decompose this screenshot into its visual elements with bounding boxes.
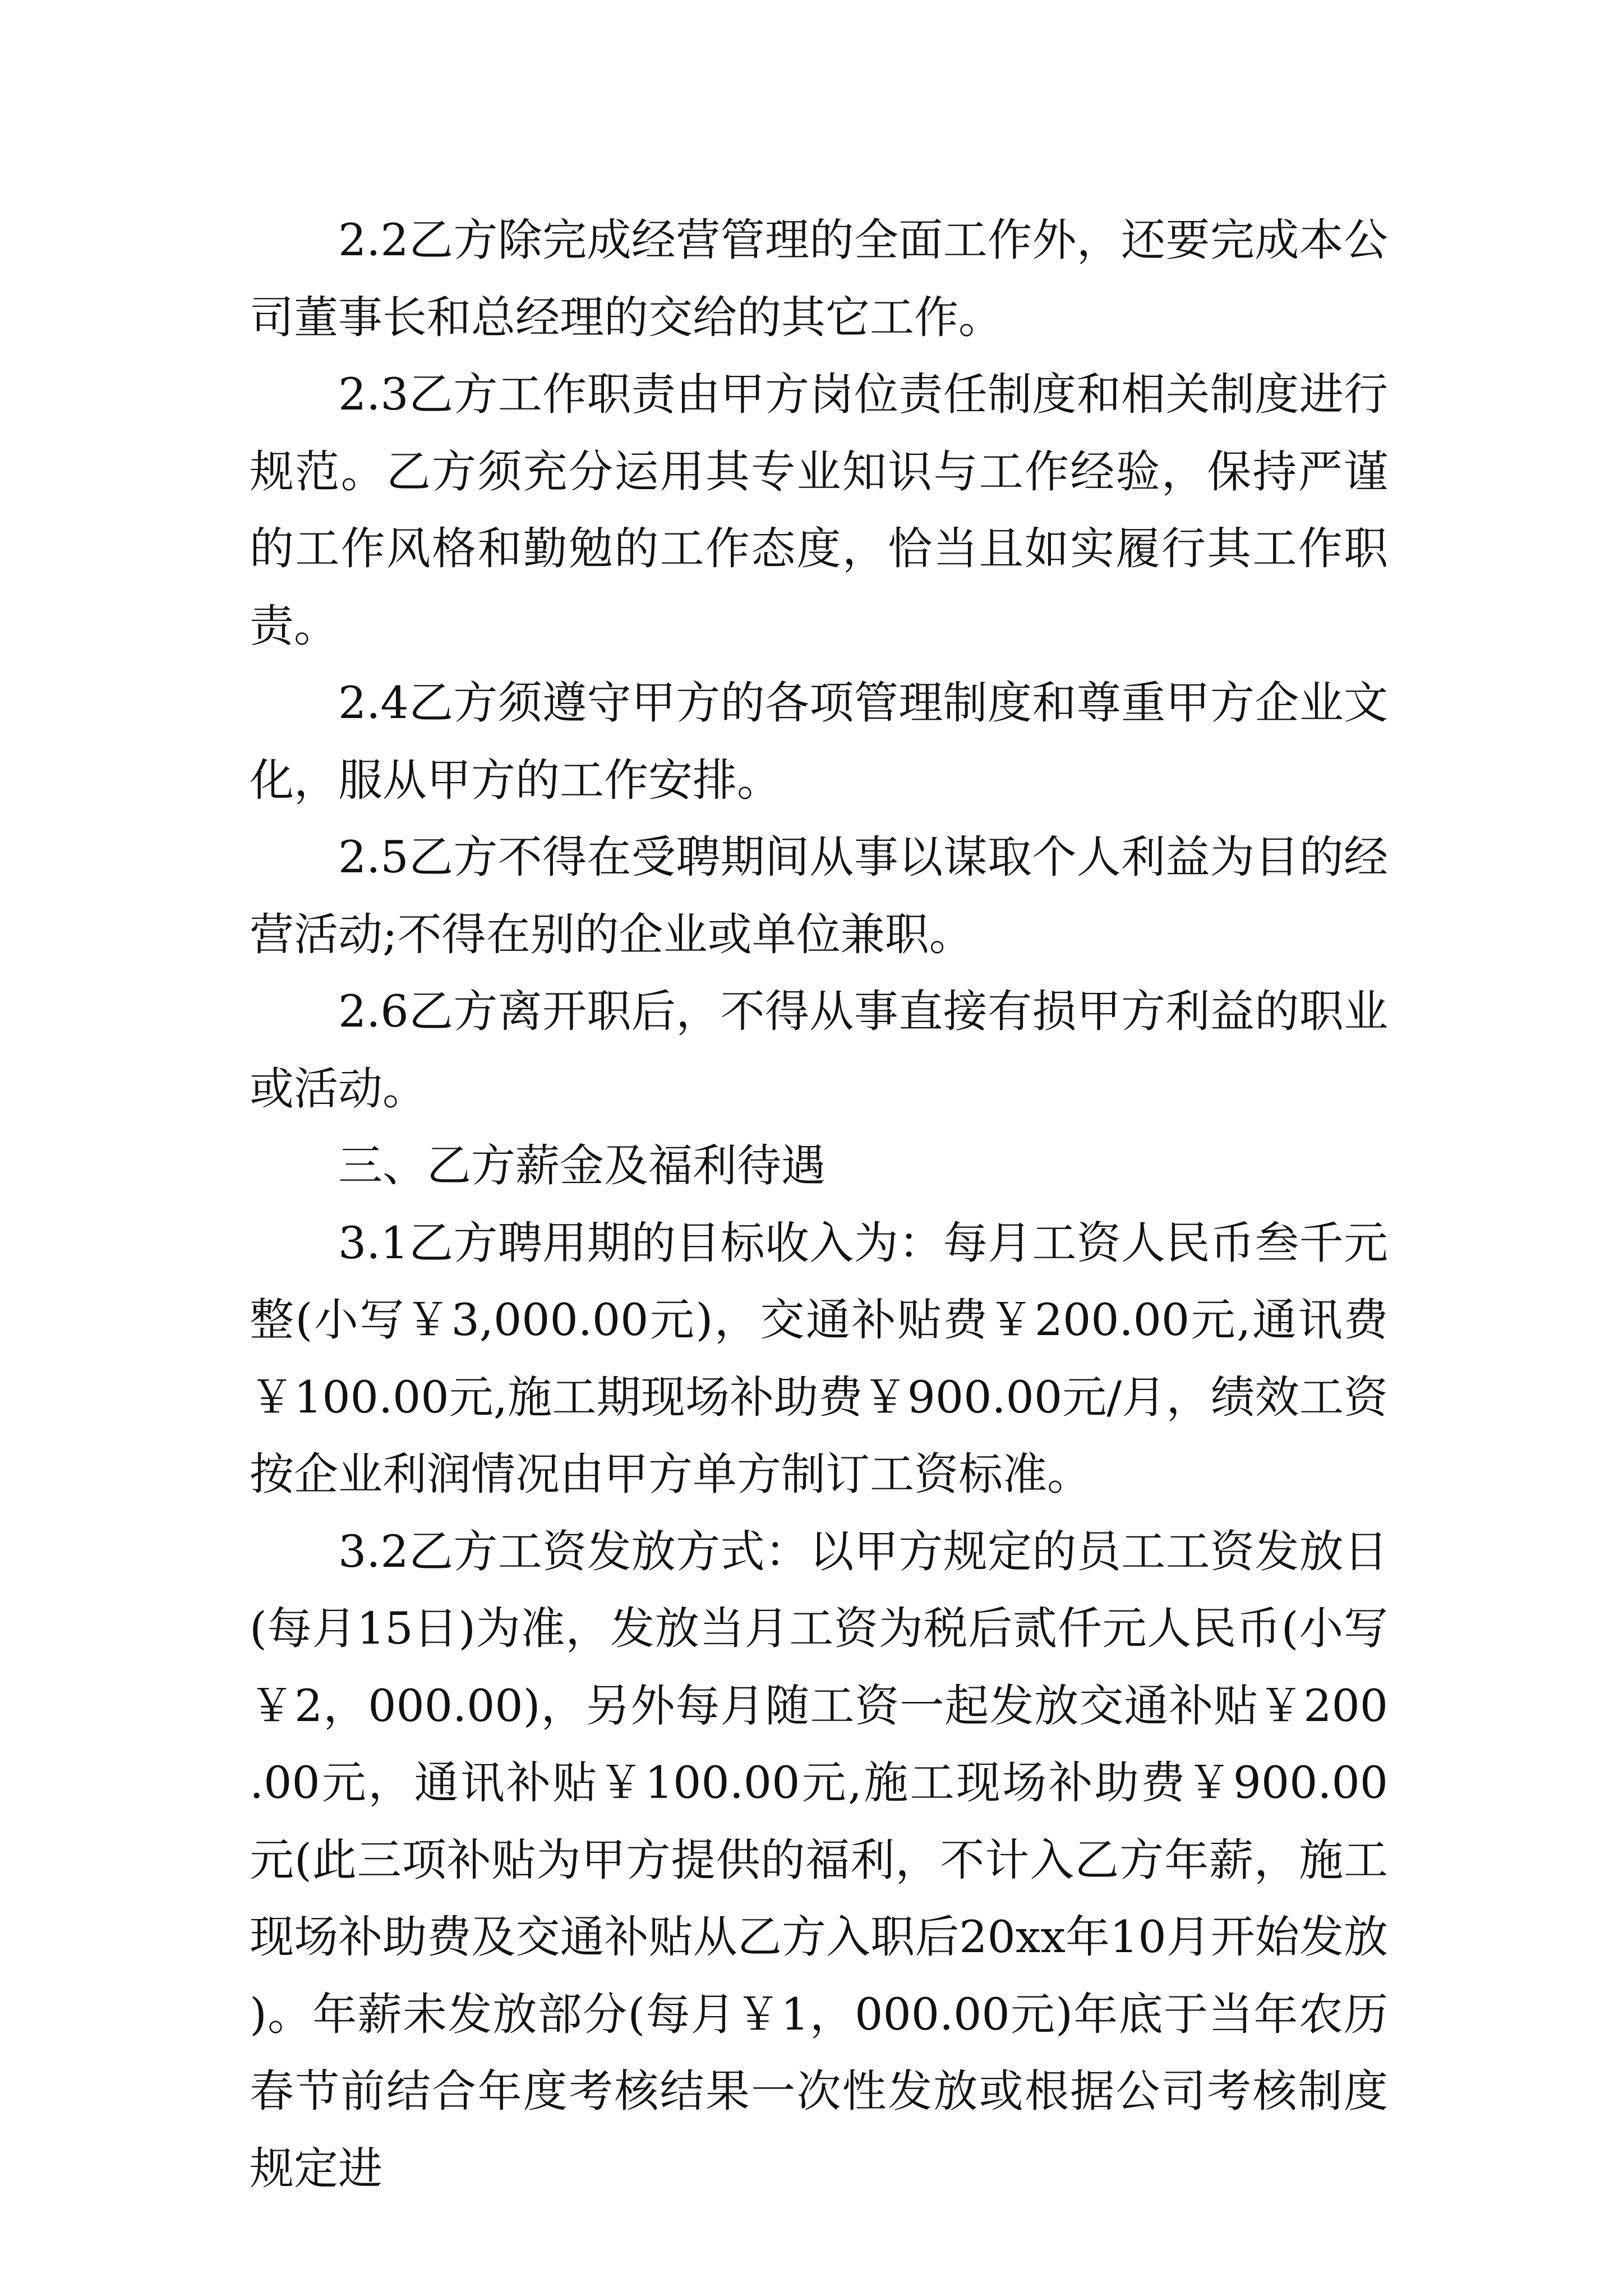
clause-2-5: 2.5乙方不得在受聘期间从事以谋取个人利益为目的经营活动;不得在别的企业或单位兼职。 — [250, 831, 1388, 960]
clause-2-6: 2.6乙方离开职后，不得从事直接有损甲方利益的职业或活动。 — [250, 986, 1388, 1115]
clause-2-3: 2.3乙方工作职责由甲方岗位责任制度和相关制度进行规范。乙方须充分运用其专业知识与工作经验，保持严谨的工作风格和勤勉的工作态度，恰当且如实履行其工作职责。 — [250, 369, 1388, 652]
clause-3-1: 3.1乙方聘用期的目标收入为：每月工资人民币叁千元整(小写￥3,000.00元)，交通补贴费￥200.00元,通讯费￥100.00元,施工期现场补助费￥900.00元/月，绩效工资按企业利润情况由甲方单方制订工资标准。 — [250, 1217, 1388, 1500]
clause-2-2: 2.2乙方除完成经营管理的全面工作外，还要完成本公司董事长和总经理的交给的其它工作。 — [250, 214, 1388, 343]
section-heading: 三、乙方薪金及福利待遇 — [338, 1140, 826, 1191]
document-page — [250, 202, 1388, 2207]
clause-3-2: 3.2乙方工资发放方式：以甲方规定的员工工资发放日(每月15日)为准，发放当月工资为税后贰仟元人民币(小写￥2，000.00)，另外每月随工资一起发放交通补贴￥200.00元，通讯补贴￥100.00元,施工现场补助费￥900.00元(此三项补贴为甲方提供的福利，不计入乙方年薪，施工现场补助费及交通补贴从乙方入职后20xx年10月开始发放)。年薪未发放部分(每月￥1，000.00元)年底于当年农历春节前结合年度考核结果一次性发放或根据公司考核制度规定进 — [250, 1525, 1388, 2194]
clause-2-4: 2.4乙方须遵守甲方的各项管理制度和尊重甲方企业文化，服从甲方的工作安排。 — [250, 677, 1388, 806]
